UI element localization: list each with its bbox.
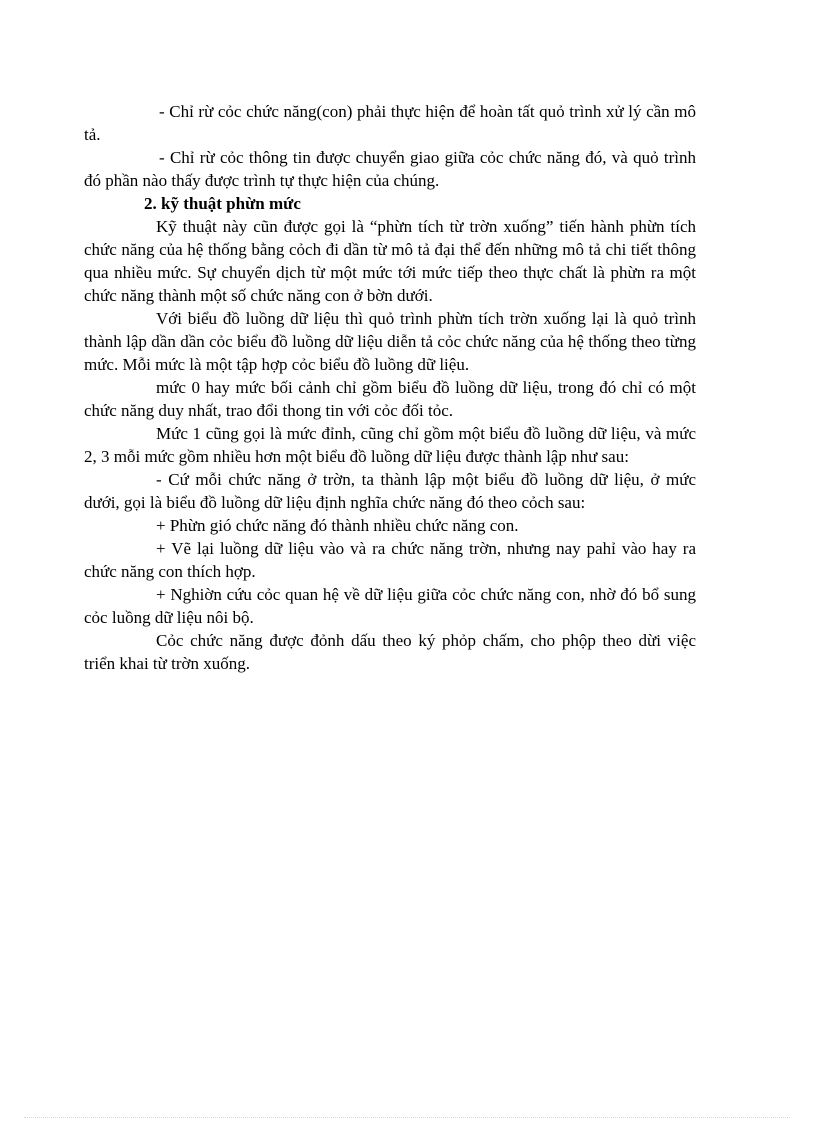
footer-divider	[24, 1117, 790, 1118]
bullet-paragraph-3: - Cứ mỗi chức năng ở trờn, ta thành lập một biểu đồ luồng dữ liệu, ở mức dưới, gọi là biểu đồ luồng dữ liệu định nghĩa chức năng đó theo cỏch sau:	[84, 470, 696, 512]
body-paragraph-3: mức 0 hay mức bối cảnh chỉ gồm biểu đồ luồng dữ liệu, trong đó chỉ có một chức năng duy nhất, trao đổi thong tin với cỏc đối tỏc.	[84, 378, 696, 420]
body-paragraph-2: Với biểu đồ luồng dữ liệu thì quỏ trình phừn tích trờn xuống lại là quỏ trình thành lập dần dần cỏc biểu đồ luồng dữ liệu diễn tả cỏc chức năng của hệ thống theo từng mức. Mỗi mức là một tập hợp cỏc biểu đồ luồng dữ liệu.	[84, 309, 696, 374]
sub-item-2: + Vẽ lại luồng dữ liệu vào và ra chức năng trờn, nhưng nay pahỉ vào hay ra chức năng con thích hợp.	[84, 539, 696, 581]
body-paragraph-1: Kỹ thuật này cũn được gọi là “phừn tích từ trờn xuống” tiến hành phừn tích chức năng của hệ thống bằng cỏch đi dần từ mô tả đại thể đến những mô tả chi tiết thông qua nhiều mức. Sự chuyển dịch từ một mức tới mức tiếp theo thực chất là phừn ra một chức năng thành một số chức năng con ở bờn dưới.	[84, 217, 696, 305]
sub-item-1: + Phừn gió chức năng đó thành nhiều chức năng con.	[156, 516, 519, 535]
body-paragraph-4: Mức 1 cũng gọi là mức đỉnh, cũng chỉ gồm một biểu đồ luồng dữ liệu, và mức 2, 3 mỗi mức gồm nhiều hơn một biểu đồ luồng dữ liệu được thành lập như sau:	[84, 424, 696, 466]
bullet-paragraph-2: - Chỉ rừ cỏc thông tin được chuyển giao giữa cỏc chức năng đó, và quỏ trình đó phần nào thấy được trình tự thực hiện của chúng.	[84, 148, 696, 190]
sub-item-3: + Nghiờn cứu cỏc quan hệ về dữ liệu giữa cỏc chức năng con, nhờ đó bổ sung cỏc luồng dữ liệu nôi bộ.	[84, 585, 696, 627]
section-heading: 2. kỹ thuật phừn mức	[144, 194, 301, 213]
body-paragraph-5: Cỏc chức năng được đỏnh dấu theo ký phỏp chấm, cho phộp theo dừi việc triển khai từ trờn xuống.	[84, 631, 696, 673]
bullet-paragraph-1: - Chỉ rừ cỏc chức năng(con) phải thực hiện để hoàn tất quỏ trình xử lý cần mô tả.	[84, 102, 696, 144]
document-body	[84, 100, 696, 675]
